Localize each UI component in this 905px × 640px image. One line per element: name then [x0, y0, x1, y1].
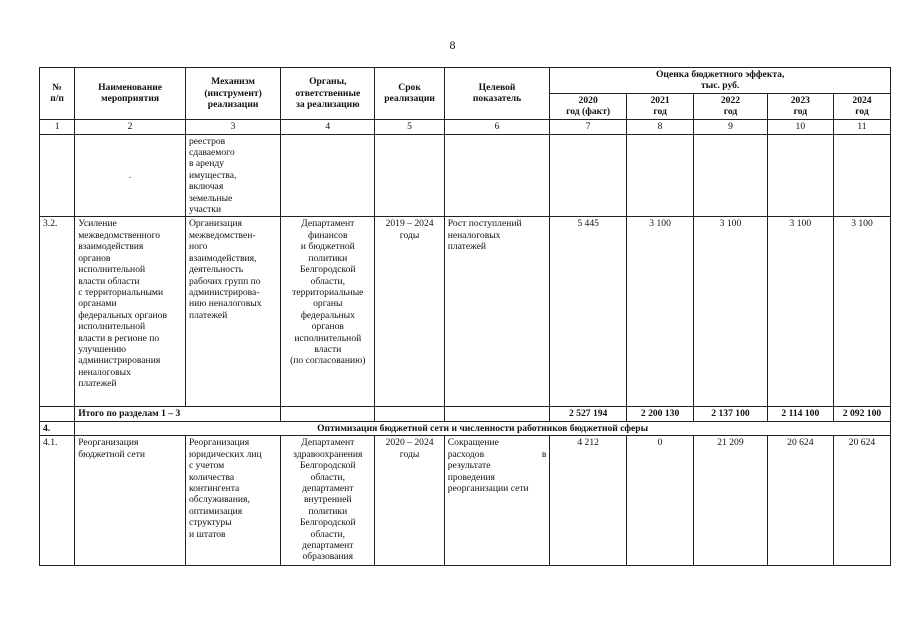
value-2022: 3 100	[694, 217, 768, 407]
total-2020: 2 527 194	[550, 407, 627, 421]
column-number: 10	[767, 119, 833, 134]
row-mechanism: Организация межведомствен- ного взаимодействия, деятельность рабочих групп по администрирова- нию неналоговых платежей	[185, 217, 280, 407]
header-mechanism: Механизм (инструмент) реализации	[185, 68, 280, 120]
header-year-2023: 2023 год	[767, 93, 833, 119]
row-name: Реорганизация бюджетной сети	[75, 436, 186, 566]
value-2023: 20 624	[767, 436, 833, 566]
cont-dot: .	[75, 134, 186, 217]
target-word: расходов	[447, 448, 485, 460]
total-2024: 2 092 100	[833, 407, 890, 421]
total-2021: 2 200 130	[626, 407, 693, 421]
header-term: Срок реализации	[375, 68, 444, 120]
value-2023: 3 100	[767, 217, 833, 407]
row-num: 4.1.	[40, 436, 75, 566]
header-name: Наименование мероприятия	[75, 68, 186, 120]
row-target	[444, 436, 550, 566]
header-organs: Органы, ответственные за реализацию	[281, 68, 375, 120]
column-number: 2	[75, 119, 186, 134]
section-title: Оптимизация бюджетной сети и численности работников бюджетной сферы	[75, 421, 891, 435]
column-number: 7	[550, 119, 627, 134]
value-2021: 0	[626, 436, 693, 566]
target-line-2	[448, 449, 547, 460]
column-number: 5	[375, 119, 444, 134]
row-4-1	[40, 436, 891, 566]
value-2021: 3 100	[626, 217, 693, 407]
row-3-2	[40, 217, 891, 407]
header-year-2020: 2020 год (факт)	[550, 93, 627, 119]
page-number: 8	[449, 38, 456, 52]
header-target: Целевой показатель	[444, 68, 550, 120]
column-number-row	[40, 119, 891, 134]
target-rest: результате проведения реорганизации сети	[447, 460, 529, 494]
value-2020: 5 445	[550, 217, 627, 407]
header-year-2021: 2021 год	[626, 93, 693, 119]
row-num: 3.2.	[40, 217, 75, 407]
value-2024: 20 624	[833, 436, 890, 566]
budget-effect-table	[39, 67, 891, 566]
value-2022: 21 209	[694, 436, 768, 566]
row-name: Усиление межведомственного взаимодействия органов исполнительной власти области с территориальными органами федеральных органов исполнительной власти в регионе по улучшению администрирования неналоговых платежей	[75, 217, 186, 407]
header-year-2024: 2024 год	[833, 93, 890, 119]
total-label: Итого по разделам 1 – 3	[75, 407, 281, 421]
header-year-2022: 2022 год	[694, 93, 768, 119]
total-2023: 2 114 100	[767, 407, 833, 421]
row-organs: Департамент финансов и бюджетной политики Белгородской области, территориальные органы федеральных органов исполнительной власти (по согласованию)	[281, 217, 375, 407]
header-budget-group: Оценка бюджетного эффекта, тыс. руб.	[550, 68, 891, 94]
column-number: 6	[444, 119, 550, 134]
section-num: 4.	[40, 421, 75, 435]
column-number: 11	[833, 119, 890, 134]
total-2022: 2 137 100	[694, 407, 768, 421]
row-target: Рост поступлений неналоговых платежей	[444, 217, 550, 407]
total-row	[40, 407, 891, 421]
target-line-1: Сокращение	[447, 437, 499, 449]
column-number: 8	[626, 119, 693, 134]
header-num: № п/п	[40, 68, 75, 120]
row-term: 2019 – 2024 годы	[375, 217, 444, 407]
column-number: 9	[694, 119, 768, 134]
row-organs: Департамент здравоохранения Белгородской области, департамент внутренней политики Белгородской области, департамент образования	[281, 436, 375, 566]
cont-mechanism: реестров сдаваемого в аренду имущества, включая земельные участки	[185, 134, 280, 217]
target-word: в	[541, 448, 547, 460]
header-row	[40, 68, 891, 94]
row-term: 2020 – 2024 годы	[375, 436, 444, 566]
column-number: 1	[40, 119, 75, 134]
value-2020: 4 212	[550, 436, 627, 566]
continuation-row	[40, 134, 891, 217]
cont-num	[40, 134, 75, 217]
value-2024: 3 100	[833, 217, 890, 407]
column-number: 4	[281, 119, 375, 134]
column-number: 3	[185, 119, 280, 134]
row-mechanism: Реорганизация юридических лиц с учетом количества контингента обслуживания, оптимизация структуры и штатов	[185, 436, 280, 566]
section-4-row	[40, 421, 891, 435]
